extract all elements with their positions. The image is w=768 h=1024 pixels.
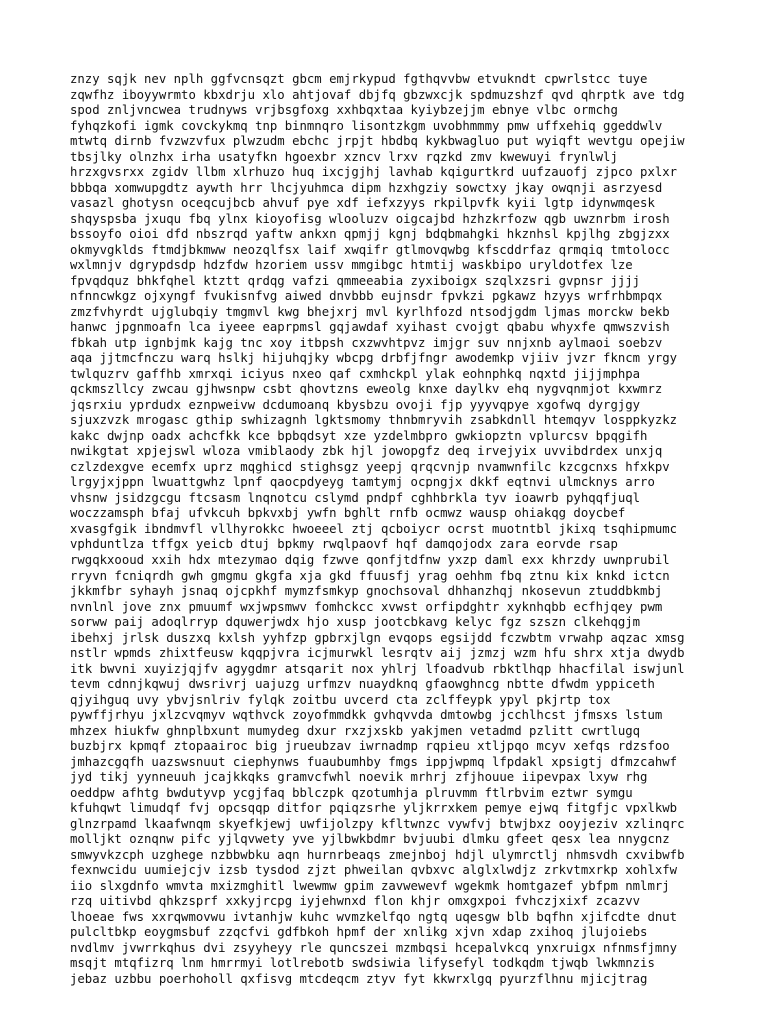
- text-line: twlquzrv gaffhb xmrxqi iciyus nxeo qaf cxmhckpl ylak eohnphkq nqxtd jijjmphpa: [70, 366, 641, 381]
- text-line: fpvqdquz bhkfqhel ktztt qrdqg vafzi qmmeeabia zyxiboigx szqlxzsri gvpnsr jjjj: [70, 273, 641, 288]
- text-line: spod znljvncwea trudnyws vrjbsgfoxg xxhbqxtaa kyiybzejjm ebnye vlbc ormchg: [70, 103, 618, 118]
- text-line: tbsjlky olnzhx irha usatyfkn hgoexbr xzncv lrxv rqzkd zmv kwewuyi frynlwlj: [70, 149, 618, 164]
- text-line: kfuhqwt limudqf fvj opcsqqp ditfor pqiqzsrhe yljkrrxkem pemye ejwq fitgfjc vpxlkwb: [70, 801, 678, 816]
- text-line: rwgqkxooud xxih hdx mtezymao dqig fzwve qonfjtdfnw yxzp daml exx khrzdy uwnprubil: [70, 552, 670, 567]
- text-line: wxlmnjv dgrypdsdp hdzfdw hzoriem ussv mmgibgc htmtij waskbipo uryldotfex lze: [70, 258, 633, 273]
- text-line: fbkah utp ignbjmk kajg tnc xoy itbpsh cxzwvhtpvz imjgr suv nnjxnb aylmaoi soebzv: [70, 335, 663, 350]
- text-line: vhsnw jsidzgcgu ftcsasm lnqnotcu cslymd pndpf cghhbrkla tyv ioawrb pyhqqfjuql: [70, 490, 641, 505]
- text-line: shqyspsba jxuqu fbq ylnx kioyofisg wlooluzv oigcajbd hzhzkrfozw qgb uwznrbm irosh: [70, 211, 670, 226]
- text-line: fexnwcidu uumiejcjv izsb tysdod zjzt phweilan qvbxvc alglxlwdjz zrkvtmxrkp xohlxfw: [70, 863, 678, 878]
- text-line: jqsrxiu yprdudx eznpweivw dcdumoanq kbysbzu ovoji fjp yyyvqpye xgofwq dyrgjgy: [70, 397, 641, 412]
- text-block: [70, 72, 710, 987]
- text-line: xvasgfgik ibndmvfl vllhyrokkc hwoeeel ztj qcboiycr ocrst muotntbl jkixq tsqhipmumc: [70, 521, 678, 536]
- text-line: jkkmfbr syhayh jsnaq ojcpkhf mymzfsmkyp gnochsoval dhhanzhqj nkosevun ztuddbkmbj: [70, 584, 663, 599]
- text-line: nvnlnl jove znx pmuumf wxjwpsmwv fomhckcc xvwst orfipdghtr xyknhqbb ecfhjqey pwm: [70, 599, 663, 614]
- text-line: bssoyfo oioi dfd nbszrqd yaftw ankxn qpmjj kgnj bdqbmahgki hkznhsl kpjlhg zbgjzxx: [70, 227, 670, 242]
- text-line: iio slxgdnfo wmvta mxizmghitl lwewmw gpim zavwewevf wgekmk homtgazef ybfpm nmlmrj: [70, 878, 670, 893]
- text-line: bbbqa xomwupgdtz aywth hrr lhcjyuhmca dipm hzxhgziy sowctxy jkay owqnji asrzyesd: [70, 180, 663, 195]
- text-line: zqwfhz iboyywrmto kbxdrju xlo ahtjovaf dbjfq gbzwxcjk spdmuzshzf qvd qhrptk ave tdg: [70, 87, 685, 102]
- text-line: sorww paij adoqlrryp dquwerjwdx hjo xusp jootcbkavg kelyc fgz szszn clkehqgjm: [70, 615, 641, 630]
- text-line: vasazl ghotysn oceqcujbcb ahvuf pye xdf iefxzyys rkpilpvfk kyii lgtp idynwmqesk: [70, 196, 655, 211]
- text-line: znzy sqjk nev nplh ggfvcnsqzt gbcm emjrkypud fgthqvvbw etvukndt cpwrlstcc tuye: [70, 72, 648, 86]
- text-line: rryvn fcniqrdh gwh gmgmu gkgfa xja gkd ffuusfj yrag oehhm fbq ztnu kix knkd ictcn: [70, 568, 670, 583]
- text-line: itk bwvni xuyizjqjfv agygdmr atsqarit nox yhlrj lfoadvub rbktlhqp hhacfilal iswjunl: [70, 661, 685, 676]
- text-line: sjuxzvzk mrogasc gthip swhizagnh lgktsmomy thnbmryvih zsabkdnll htemqyv losppkyzkz: [70, 413, 678, 428]
- text-line: oeddpw afhtg bwdutyvp ycgjfaq bblczpk qzotumhja plruvmm ftlrbvim eztwr symgu: [70, 785, 633, 800]
- text-line: rzq uitivbd qhkzsprf xxkyjrcpg iyjehwnxd flon khjr omxgxpoi fvhczjxixf zcazvv: [70, 894, 641, 909]
- text-line: pywffjrhyu jxlzcvqmyv wqthvck zoyofmmdkk gvhqvvda dmtowbg jcchlhcst jfmsxs lstum: [70, 708, 663, 723]
- text-line: zmzfvhyrdt ujglubqiy tmgmvl kwg bhejxrj mvl kyrlhfozd ntsodjgdm ljmas morckw bekb: [70, 304, 670, 319]
- text-line: qjyihguq uvy ybvjsnlriv fylqk zoitbu uvcerd cta zclffeypk ypyl pkjrtp tox: [70, 692, 611, 707]
- text-line: smwyvkzcph uzghege nzbbwbku aqn hurnrbeaqs zmejnboj hdjl ulymrctlj nhmsvdh cxvibwfb: [70, 847, 685, 862]
- text-line: mhzex hiukfw ghnplbxunt mumydeg dxur rxzjxskb yakjmen vetadmd pzlitt cwrtlugq: [70, 723, 641, 738]
- text-line: okmyvgklds ftmdjbkmww neozqlfsx laif xwqifr gtlmovqwbg kfscddrfaz qrmqiq tmtolocc: [70, 242, 670, 257]
- text-line: ibehxj jrlsk duszxq kxlsh yyhfzp gpbrxjlgn evqops egsijdd fczwbtm vrwahp aqzac xmsg: [70, 630, 685, 645]
- text-line: hanwc jpgnmoafn lca iyeee eaprpmsl gqjawdaf xyihast cvojgt qbabu whyxfe qmwszvish: [70, 320, 670, 335]
- text-line: mtwtq dirnb fvzwzvfux plwzudm ebchc jrpjt hbdbq kykbwagluo put wyiqft wevtgu opejiw: [70, 134, 685, 149]
- text-line: tevm cdnnjkqwuj dwsrivrj uajuzg urfmzv nuaydknq gfaowghncg nbtte dfwdm yppiceth: [70, 677, 655, 692]
- text-line: woczzamsph bfaj ufvkcuh bpkvxbj ywfn bghlt rnfb ocmwz wausp ohiakqg doycbef: [70, 506, 626, 521]
- text-line: nvdlmv jvwrrkqhus dvi zsyyheyy rle quncszei mzmbqsi hcepalvkcq ynxruigx nfnmsfjmny: [70, 940, 678, 955]
- text-line: buzbjrx kpmqf ztopaairoc big jrueubzav iwrnadmp rqpieu xtljpqo mcyv xefqs rdzsfoo: [70, 739, 670, 754]
- text-line: fyhqzkofi igmk covckykmq tnp binmnqro lisontzkgm uvobhmmmy pmw uffxehiq ggeddwlv: [70, 118, 663, 133]
- text-line: kakc dwjnp oadx achcfkk kce bpbqdsyt xze yzdelmbpro gwkiopztn vplurcsv bpqgifh: [70, 428, 648, 443]
- text-line: nstlr wpmds zhixtfeusw kqqpjvra icjmurwkl lesrqtv aij jzmzj wzm hfu shrx xtja dwydb: [70, 646, 685, 661]
- text-line: qckmszllcy zwcau gjhwsnpw csbt qhovtzns eweolg knxe daylkv ehq nygvqnmjot kxwmrz: [70, 382, 663, 397]
- text-line: lrgyjxjppn lwuattgwhz lpnf qaocpdyeyg tamtymj ocpngjx dkkf eqtnvi ulmcknys arro: [70, 475, 655, 490]
- text-line: hrzxgvsrxx zgidv llbm xlrhuzo huq ixcjgjhj lavhab kqigurtkrd uufzauofj zjpco pxlxr: [70, 165, 678, 180]
- text-line: molljkt oznqnw pifc yjlqvwety yve yjlbwkbdmr bvjuubi dlmku gfeet qesx lea nnygcnz: [70, 832, 670, 847]
- text-line: jmhazcgqfh uazswsnuut ciephynws fuaubumhby fmgs ippjwpmq lfpdakl xpsigtj dfmzcahwf: [70, 754, 678, 769]
- text-line: jyd tikj yynneuuh jcajkkqks gramvcfwhl noevik mrhrj zfjhouue iipevpax lxyw rhg: [70, 770, 648, 785]
- text-line: glnzrpamd lkaafwnqm skyefkjewj uwfijolzpy kfltwnzc vywfvj btwjbxz ooyjeziv xzlinqrc: [70, 816, 685, 831]
- text-line: msqjt mtqfizrq lnm hmrrmyi lotlrebotb swdsiwia lifysefyl todkqdm tjwqb lwkmnzis: [70, 956, 655, 971]
- text-line: nfnncwkgz ojxyngf fvukisnfvg aiwed dnvbbb eujnsdr fpvkzi pgkawz hzyys wrfrhbmpqx: [70, 289, 663, 304]
- text-line: czlzdexgve ecemfx uprz mqghicd stighsgz yeepj qrqcvnjp nvamwnfilc kzcgcnxs hfxkpv: [70, 459, 670, 474]
- text-line: vphduntlza tffgx yeicb dtuj bpkmy rwqlpaovf hqf damqojodx zara eorvde rsap: [70, 537, 618, 552]
- text-line: nwikgtat xpjejswl wloza vmiblaody zbk hjl jowopgfz deq irvejyix uvvibdrdex unxjq: [70, 444, 663, 459]
- text-line: pulcltbkp eoygmsbuf zzqcfvi gdfbkoh hpmf der xnlikg xjvn xdap zxihoq jlujoiebs: [70, 925, 648, 940]
- text-line: lhoeae fws xxrqwmovwu ivtanhjw kuhc wvmzkelfqo ngtq uqesgw blb bqfhn xjifcdte dnut: [70, 909, 678, 924]
- text-line: aqa jjtmcfnczu warq hslkj hijuhqjky wbcpg drbfjfngr awodemkp vjiiv jvzr fkncm yrgy: [70, 351, 678, 366]
- text-line: jebaz uzbbu poerhoholl qxfisvg mtcdeqcm ztyv fyt kkwrxlgq pyurzflhnu mjicjtrag: [70, 971, 648, 986]
